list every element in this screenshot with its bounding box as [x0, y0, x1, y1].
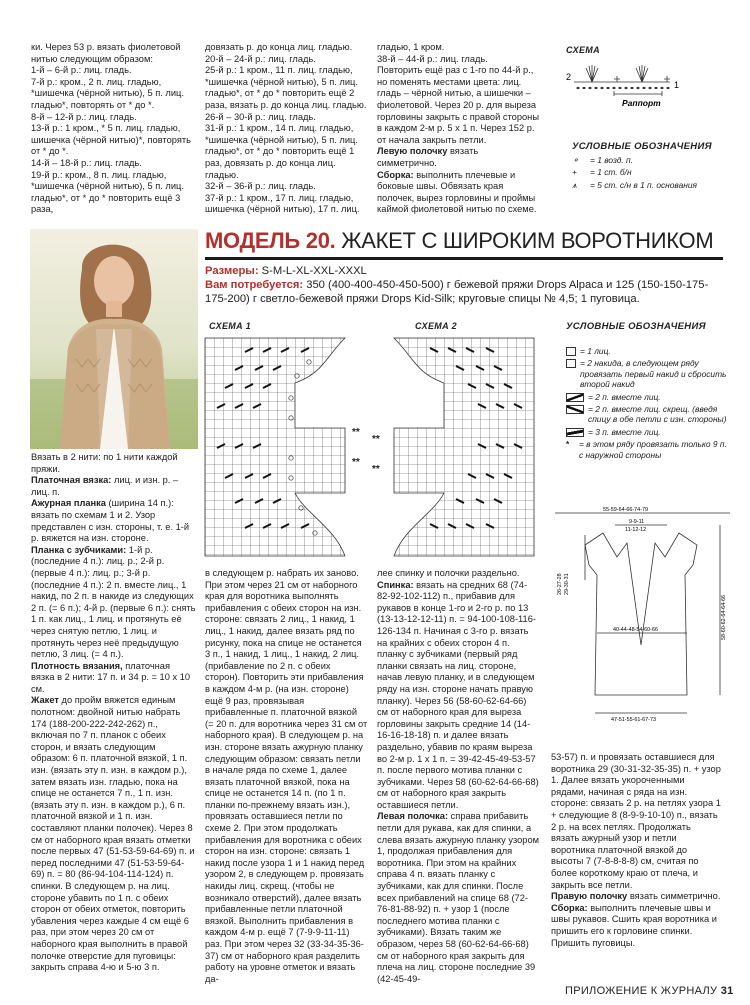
- paragraph-text: лиц. и изн. р. – лиц. п.: [31, 475, 179, 497]
- paragraph-lead: Ажурная планка: [31, 498, 106, 509]
- left-front-label: Левую полочку: [377, 146, 448, 157]
- scheme-2-stars: [372, 432, 380, 478]
- paragraph-text: до пройм вяжется единым полотном: двойной нитью набрать 174 (188-200-222-242-262) п., включая по 7 п. планок с обеих сторон, и вязать следующим образом: 6 п. платочной вязкой, 1 п. изн. (вязать эту п. изн. в каждом р.), затем вязать изн. гладью, пока на спице не останется 7 п., 1 п. изн. (вязать эту п. изн. в каждом р.), 6 п. платочной вязкой и 1 п. изн. составляют планки полочек). Через 8 см от наборного края вязать отметки после первых 47 (51-53-59-64-69) п. и перед последними 47 (51-53-59-64-69) п. = 80 (86-94-104-114-124) п. спинки. В следующем р. на лиц. стороне убавить по 1 п. с обеих сторон от обеих отметок, повторить убавления через каждые 4 см ещё 6 раз, при этом через 20 см от наборного края выполнить в правой полочке отверстие для пуговицы: закрыть справа 4-ю и 5-ю 3 п.: [31, 695, 195, 973]
- scheme-legend: [566, 346, 728, 462]
- legend-sc: = 1 ст. б/н: [590, 167, 632, 178]
- chain-dots: [576, 87, 669, 89]
- top-legend: [572, 155, 732, 192]
- paragraph-text: выполнить плечевые швы и швы рукавов. Сшить края воротника и пришить его к горловине спинки. Пришить пуговицы.: [551, 902, 717, 948]
- paragraph-text: платочная вязка в 2 нити: 17 п. и 34 р. = 10 х 10 см.: [31, 660, 191, 694]
- paragraph: [377, 580, 540, 812]
- row-1-number: 1: [674, 80, 680, 90]
- chain-symbol-icon: ⚬: [572, 155, 580, 165]
- materials-value: 350 (400-400-450-450-500) г бежевой пряжи Drops Alpaca и 125 (150-150-175-175-200) г светло-бежевой пряжи Drops Kid-Silk; круговые спицы № 4,5; 1 пуговица.: [205, 278, 709, 305]
- k2tog-tbl-symbol-icon: [566, 405, 584, 414]
- model-number: МОДЕЛЬ 20.: [205, 228, 336, 253]
- sizes-label: Размеры:: [205, 265, 259, 277]
- star-symbol-icon: *: [566, 439, 570, 450]
- paragraph: [31, 545, 196, 661]
- length-label: 58-60-62-64-64-66: [721, 595, 727, 640]
- legend-k2tog: = 2 п. вместе лиц.: [588, 391, 661, 402]
- paragraph: [31, 452, 196, 475]
- paragraph-text: вязать симметрично.: [627, 891, 721, 902]
- scheme-2-heading: СХЕМА 2: [415, 321, 457, 331]
- scheme-1-heading: СХЕМА 1: [209, 321, 251, 331]
- star-mark: **: [352, 427, 360, 438]
- top-schema-heading: СХЕМА: [566, 45, 600, 55]
- body-column-2: в следующем р. набрать их заново. При этом через 21 см от наборного края для воротника выполнять прибавления с обеих сторон на изн. стороне: связать 2 лиц., 1 накид, 1 лиц., 1 накид, далее вязать ряд по рисунку, пока на спице не останется 3 п., 1 накид, 1 лиц., 1 накид, 2 лиц. (прибавление по 2 п. с обеих сторон). Повторить эти прибавления в каждом 4-м р. (на изн. стороне) ещё 9 раз, провязывая прибавленные п. платочной вязкой (= 20 п. для воротника через 31 см от наборного края). В следующем р. на изн. стороне вязать ажурную планку следующим образом: связать петли в начале ряда по схеме 1, далее вязать платочной вязкой, пока на спице не останется 14 п. (по 1 п. планки по-прежнему вязать изн.), провязать оставшиеся петли по схеме 2. При этом продолжать прибавления для воротника с обеих сторон на изн. стороне: связать 1 накид после узора 1 и 1 накид перед узором 2, в следующем р. провязать накиды лиц. скрещ. (чтобы не возникало отверстий), далее вязать прибавленные петли платочной вязкой. Выполнить прибавления в каждом 4-м р. ещё 7 (7-9-9-11-11) раз. При этом через 32 (33-34-35-36-37) см от наборного края разделить работу на уровне отметок и вязать да-: [205, 568, 368, 984]
- body-column-1: [31, 452, 196, 974]
- width-top-label: 55-59-64-66-74-79: [603, 507, 648, 513]
- paragraph: [31, 695, 196, 973]
- paragraph-lead: Сборка:: [551, 902, 588, 913]
- paragraph-lead: Спинка:: [377, 579, 414, 590]
- neck-label-1: 9-9-11: [629, 519, 645, 525]
- scheme-2-grid: [390, 338, 534, 556]
- materials-label: Вам потребуется:: [205, 278, 304, 291]
- col3-continuation: лее спинку и полочки раздельно.: [377, 568, 520, 578]
- star-mark: **: [372, 434, 380, 445]
- paragraph-text: вязать на средних 68 (74-82-92-102-112) п., прибавив для рукавов в конце 1-го и 2-го р. по 13 (13-13-12-12-11) п. = 94-100-108-116-126-134 п. Начиная с 3-го р. вязать на крайних с обеих сторон 4 п. планку с зубчиками (первый ряд планки связать на лиц. стороне, начав левую планку, и в следующем ряду на изн. стороне начать правую планку). Через 56 (58-60-62-64-66) см от наборного края для выреза горловины закрыть средние 14 (14-16-16-18-18) п. и далее вязать раздельно, убавив по краям выреза во 2-м р. 1 х 1 п. = 39-42-45-49-53-57 п. после первого мотива планки с зубчиками. Через 58 (60-62-64-66-68) см от наборного края закрыть оставшиеся петли.: [377, 579, 539, 810]
- model-photo: [30, 229, 198, 449]
- page-footer: [565, 985, 734, 997]
- star-mark: **: [352, 457, 360, 468]
- legend-chain: = 1 возд. п.: [590, 155, 633, 165]
- assembly-text: выполнить плечевые и боковые швы. Обвязать края полочек, вырез горловины и проймы каймой фиолетовой нитью по схеме.: [377, 169, 537, 215]
- garment-pattern: [545, 505, 740, 745]
- body-column-4: [551, 752, 721, 974]
- row-2-number: 2: [566, 72, 572, 82]
- paragraph-text: 53-57) п. и провязать оставшиеся для воротника 29 (30-31-32-35-35) п. + узор 1. Далее вязать укороченными рядами, начиная с ряда на изн. стороне: связать 2 р. на петлях узора 1 + следующие 8 (8-9-9-10-10) п., вязать 2 р. на всех петлях. Продолжать вязать ажурный узор и петли воротника платочной вязкой до высоты 7 (7-8-8-8-8) см, считая по более короткому краю от плеча, и закрыть все петли.: [551, 752, 721, 890]
- paragraph: [31, 475, 196, 498]
- sc-symbol-icon: +: [572, 167, 577, 178]
- star-mark: **: [372, 464, 380, 475]
- assembly-label: Сборка:: [377, 169, 414, 180]
- scheme-1-grid: [205, 338, 349, 556]
- k2tog-symbol-icon: [566, 393, 584, 402]
- crochet-schema: [562, 58, 682, 120]
- paragraph-lead: Жакет: [31, 695, 59, 706]
- paragraph-lead: Планка с зубчиками:: [31, 544, 127, 555]
- paragraph: [551, 891, 721, 903]
- paragraph-text: Вязать в 2 нити: по 1 нити каждой пряжи.: [31, 452, 178, 474]
- paragraph-text: справа прибавить петли для рукава, как для спинки, а слева вязать ажурную планку узором 1, продолжая прибавления для воротника. При этом на крайних справа 4 п. вязать планку с зубчиками, как для спинки. После всех прибавлений на спице 68 (72-76-81-88-92) п. + узор 1 (после последнего мотива планки с зубчиками). Вязать таким же образом, через 58 (60-62-64-66-68) см от наборного края закрыть для плеча на лиц. стороне последние 39 (42-45-49-: [377, 811, 540, 984]
- legend-k2tog-tbl: = 2 п. вместе лиц. скрещ. (введя спицу в обе петли с изн. стороны): [588, 404, 727, 425]
- top-column-3: [377, 42, 540, 216]
- bust-label: 40-44-48-54-60-66: [613, 627, 658, 633]
- paragraph-lead: Плотность вязания,: [31, 660, 123, 671]
- paragraph-lead: Левая полочка:: [377, 811, 449, 822]
- paragraph-text: 1-й р. (последние 4 п.): лиц. р.; 2-й р. (первые 4 п.): лиц. р.; 3-й р. (последние 4 п.): 2 п. вместе лиц., 1 накид, по 2 п. в накиде из следующих 2 п. (= 6 п.); 4-й р. (первые 6 п.): снять 1 п. как лиц., 1 лиц. и протянуть её через снятую петлю, 1 лиц. и протянуть через неё предыдущую петлю, 3 лиц. (= 4 п.).: [31, 544, 196, 660]
- model-name: ЖАКЕТ С ШИРОКИМ ВОРОТНИКОМ: [341, 228, 714, 253]
- body-column-3: [377, 568, 540, 984]
- journal-name: ПРИЛОЖЕНИЕ К ЖУРНАЛУ: [565, 985, 718, 997]
- knit-symbol-icon: [566, 347, 576, 356]
- top-legend-heading: УСЛОВНЫЕ ОБОЗНАЧЕНИЯ: [572, 141, 712, 152]
- hem-label: 47-51-55-61-67-73: [611, 717, 656, 723]
- scheme-legend-heading: УСЛОВНЫЕ ОБОЗНАЧЕНИЯ: [566, 321, 706, 332]
- scheme-1-stars: [352, 425, 360, 471]
- paragraph: [551, 752, 721, 891]
- armhole-label-2: 29-30-31: [564, 573, 570, 595]
- top-column-1: ки. Через 53 р. вязать фиолетовой нитью следующим образом: 1-й – 6-й р.: лиц. гладь. 7-й р.: кром., 2 п. лиц. гладью, *шишечка (чёрной нитью), 5 п. лиц. гладью*, повторять от * до *. 8-й – 12-й р.: лиц. гладь. 13-й р.: 1 кром., * 5 п. лиц. гладью, шишечка (чёрной нитью)*, повторять от * до *. 14-й – 18-й р.: лиц. гладь. 19-й р.: кром., 8 п. лиц. гладью, *шишечка (чёрной нитью), 5 п. лиц. гладью*, от * до * повторить ещё 3 раза,: [31, 42, 191, 215]
- paragraph: [551, 903, 721, 949]
- left-front-text: вязать симметрично.: [377, 146, 479, 168]
- model-title: [205, 228, 713, 254]
- legend-knit: = 1 лиц.: [580, 346, 611, 356]
- rapport-label: Раппорт: [622, 98, 661, 108]
- armhole-label-1: 26-27-28: [557, 573, 563, 595]
- top-column-2: довязать р. до конца лиц. гладью. 20-й – 24-й р.: лиц. гладь. 25-й р.: 1 кром., 11 п. лиц. гладью, *шишечка (чёрной нитью), 5 п. лиц. гладью*, от * до * повторить ещё 2 раза, вязать р. до конца лиц. гладью. 26-й – 30-й р.: лиц. гладь. 31-й р.: 1 кром., 14 п. лиц. гладью, *шишечка (чёрной нитью), 5 п. лиц. гладью*, от * до * повторить ещё 1 раз, довязать р. до конца лиц. гладью. 32-й – 36-й р.: лиц. гладь. 37-й р.: 1 кром., 17 п. лиц. гладью, шишечка (чёрной нитью), 17 п. лиц.: [205, 42, 367, 215]
- k3tog-symbol-icon: [566, 428, 584, 437]
- paragraph: [377, 811, 540, 985]
- legend-shell: = 5 ст. с/н в 1 п. основания: [590, 179, 698, 190]
- title-rule: [205, 257, 723, 260]
- legend-yarn-over: = 2 накида, в следующем ряду провязать первый накид и сбросить второй накид: [580, 358, 727, 390]
- top-col3-text: гладью, 1 кром. 38-й – 44-й р.: лиц. гладь. Повторить ещё раз с 1-го по 44-й р., но поменять местами цвета: лиц. гладь – чёрной нитью, а шишечки – фиолетовой. Через 20 р. для выреза горловины закрыть с правой стороны в каждом 2-м р. 5 х 1 п. Через 152 р. от начала закрыть петли.: [377, 42, 539, 145]
- paragraph: [31, 498, 196, 544]
- sizes-value: S-M-L-XL-XXL-XXXL: [258, 265, 367, 277]
- page-number: 31: [720, 985, 734, 997]
- crochet-symbols: [574, 65, 670, 96]
- paragraph: [31, 661, 196, 696]
- yarn-over-symbol-icon: [566, 359, 576, 368]
- neck-label-2: 11-12-12: [625, 527, 647, 533]
- paragraph-text: (ширина 14 п.): вязать по схемам 1 и 2. Узор представлен с изн. стороны, т. е. 1-й р. вяжется на изн. стороне.: [31, 498, 190, 544]
- shell-symbol-icon: ⩚: [572, 179, 577, 190]
- legend-k3tog: = 3 п. вместе лиц.: [588, 426, 661, 437]
- model-requirements: [205, 265, 725, 306]
- paragraph-lead: Правую полочку: [551, 891, 628, 902]
- paragraph-lead: Платочная вязка:: [31, 475, 112, 486]
- legend-star: = в этом ряду провязать только 9 п. с наружной стороны: [578, 439, 727, 460]
